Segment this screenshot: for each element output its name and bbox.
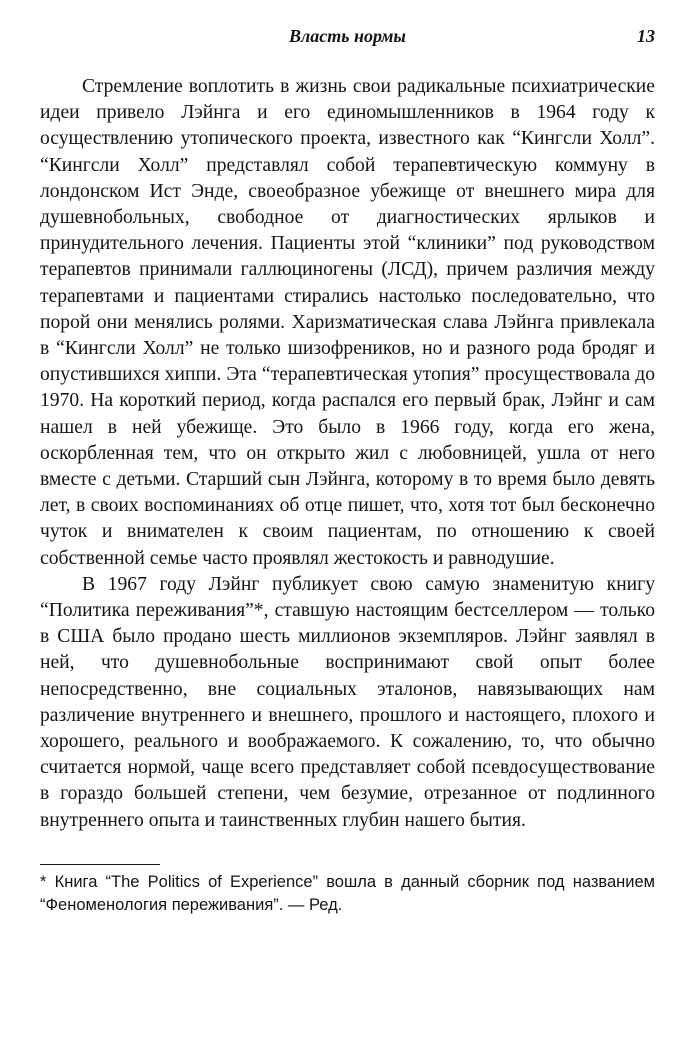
paragraph-2: В 1967 году Лэйнг публикует свою самую знаменитую книгу “Политика переживания”*, ставшую настоящим бестселлером — только в США было продано шесть миллионов экземпляров. Лэйнг заявлял в ней, что душевнобольные воспринимают свой опыт более непосредственно, вне социальных эталонов, навязывающих нам различение внутреннего и внешнего, прошлого и настоящего, плохого и хорошего, реального и воображаемого. К сожалению, то, что обычно считается нормой, чаще всего представляет собой псевдосуществование в гораздо большей степени, чем безумие, отрезанное от подлинного внутреннего опыта и таинственных глубин нашего бытия. [40, 573, 655, 831]
paragraph-1: Стремление воплотить в жизнь свои радикальные психиатрические идеи привело Лэйнга и его единомышленников в 1964 году к осуществлению утопического проекта, известного как “Кингсли Холл”. “Кингсли Холл” представлял собой терапевтическую коммуну в лондонском Ист Энде, своеобразное убежище от внешнего мира для душевнобольных, свободное от диагностических ярлыков и принудительного лечения. Пациенты этой “клиники” под руководством терапевтов принимали галлюциногены (ЛСД), причем различия между терапевтами и пациентами стирались настолько последовательно, что порой они менялись ролями. Харизматическая слава Лэйнга привлекала в “Кингсли Холл” не только шизофреников, но и разного рода бродяг и опустившихся хиппи. Эта “терапевтическая утопия” просуществовала до 1970. На короткий период, когда распался его первый брак, Лэйнг и сам нашел в ней убежище. Это было в 1966 году, когда его жена, оскорбленная тем, что он открыто жил с любовницей, ушла от него вместе с детьми. Старший сын Лэйнга, которому в то время было девять лет, в своих воспоминаниях об отце пишет, что, хотя тот был бесконечно чуток и внимателен к своим пациентам, по отношению к своей собственной семье часто проявлял жестокость и равнодушие. [40, 76, 655, 569]
page-number: 13 [637, 26, 655, 46]
book-page [40, 26, 655, 917]
footnote-divider [40, 864, 160, 865]
footnote: * Книга “The Politics of Experience” вошла в данный сборник под названием “Феноменология переживания”. — Ред. [40, 872, 655, 914]
running-title: Власть нормы [289, 26, 406, 46]
main-text [40, 74, 655, 834]
running-header [40, 26, 655, 54]
